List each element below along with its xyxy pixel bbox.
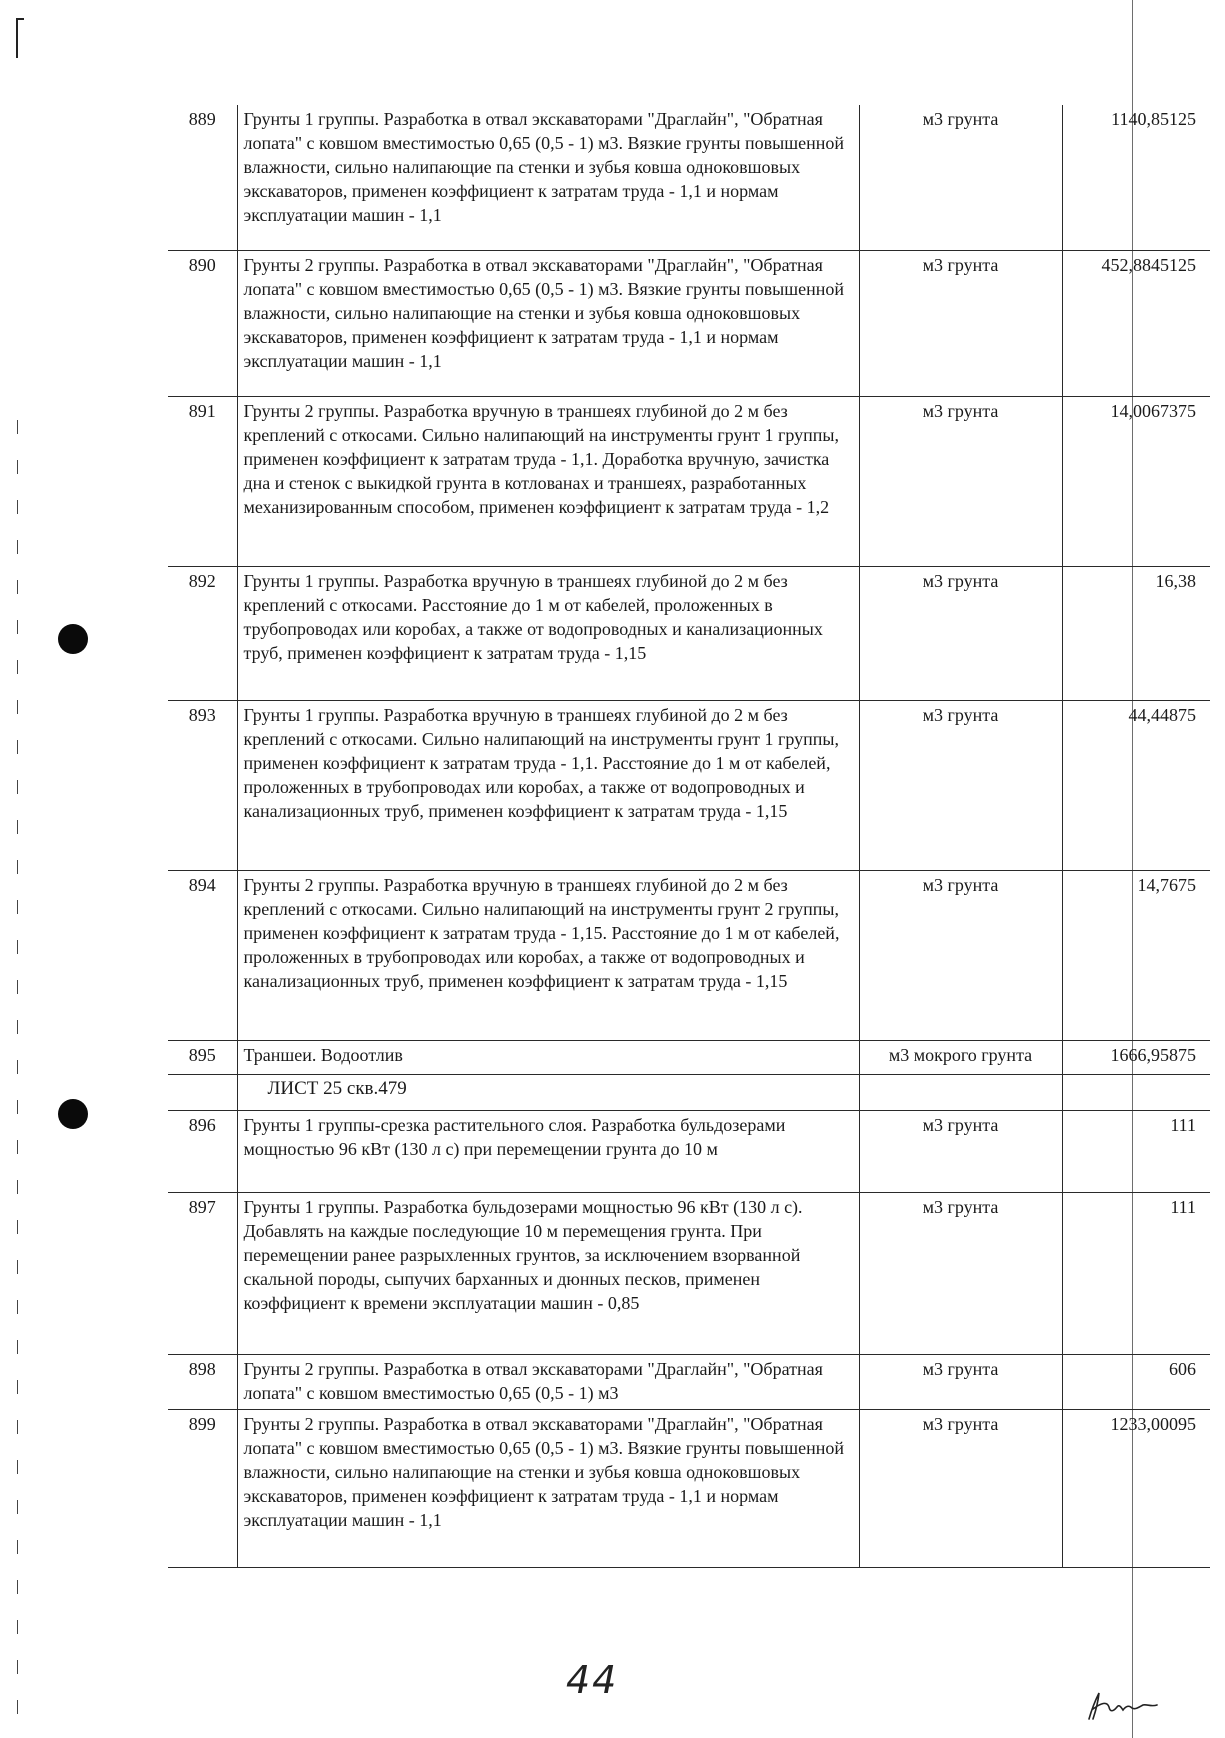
sheet-header-row (168, 1074, 1210, 1110)
table-row (168, 1110, 1210, 1192)
row-quantity: 452,8845125 (1101, 254, 1196, 275)
row-quantity: 14,0067375 (1110, 400, 1196, 421)
row-quantity: 606 (1169, 1358, 1196, 1379)
table-row (168, 566, 1210, 700)
punch-hole-icon (58, 624, 88, 654)
row-description: Грунты 1 группы. Разработка вручную в траншеях глубиной до 2 м без креплений с откосами. Расстояние до 1 м от кабелей, проложенных в трубопроводах или коробах, а также от водопроводных и канализационных труб, применен коэффициент к затратам труда - 1,15 (237, 566, 859, 700)
scan-edge-line (17, 420, 18, 1720)
row-number: 890 (168, 250, 237, 396)
row-quantity: 44,44875 (1128, 704, 1196, 725)
row-description: Грунты 2 группы. Разработка вручную в траншеях глубиной до 2 м без креплений с откосами. Сильно налипающий на инструменты грунт 1 группы, применен коэффициент к затратам труда - 1,1. Доработка вручную, зачистка дна и стенок с выкидкой грунта в котлованах и траншеях, разработанных механизированным способом, применен коэффициент к затратам труда - 1,2 (237, 396, 859, 566)
scan-edge-mark (16, 18, 24, 20)
row-quantity: 14,7675 (1137, 874, 1196, 895)
table-row (168, 1409, 1210, 1567)
table-row (168, 105, 1210, 250)
table-row (168, 1192, 1210, 1354)
table-row (168, 1040, 1210, 1074)
scan-edge-mark (16, 18, 18, 58)
row-quantity: 1233,00095 (1110, 1413, 1196, 1434)
row-number: 893 (168, 700, 237, 870)
row-description: Траншеи. Водоотлив (237, 1040, 859, 1074)
row-number: 897 (168, 1192, 237, 1354)
row-number: 891 (168, 396, 237, 566)
row-description: Грунты 2 группы. Разработка в отвал экскаваторами "Драглайн", "Обратная лопата" с ковшом вместимостью 0,65 (0,5 - 1) м3. Вязкие грунты повышенной влажности, сильно налипающие на стенки и зубья ковша одноковшовых экскаваторов, применен коэффициент к затратам труда - 1,1 и нормам эксплуатации машин - 1,1 (237, 250, 859, 396)
table-row (168, 1354, 1210, 1409)
row-number: 892 (168, 566, 237, 700)
row-number: 898 (168, 1354, 237, 1409)
row-number: 896 (168, 1110, 237, 1192)
row-unit: м3 грунта (859, 250, 1062, 396)
row-number: 895 (168, 1040, 237, 1074)
row-quantity: 1666,95875 (1110, 1044, 1196, 1065)
row-unit: м3 мокрого грунта (859, 1040, 1062, 1074)
row-description: Грунты 1 группы-срезка растительного слоя. Разработка бульдозерами мощностью 96 кВт (130 л с) при перемещении грунта до 10 м (237, 1110, 859, 1192)
table-row (168, 700, 1210, 870)
row-number: 889 (168, 105, 237, 250)
row-quantity: 16,38 (1155, 570, 1196, 591)
row-description: Грунты 2 группы. Разработка вручную в траншеях глубиной до 2 м без креплений с откосами. Сильно налипающий на инструменты грунт 2 группы, применен коэффициент к затратам труда - 1,15. Расстояние до 1 м от кабелей, проложенных в трубопроводах или коробах, а также от водопроводных и канализационных труб, применен коэффициент к затратам труда - 1,15 (237, 870, 859, 1040)
table-row (168, 396, 1210, 566)
works-table (168, 105, 1210, 1568)
row-description: Грунты 1 группы. Разработка в отвал экскаваторами "Драглайн", "Обратная лопата" с ковшом вместимостью 0,65 (0,5 - 1) м3. Вязкие грунты повышенной влажности, сильно налипающие па стенки и зубья ковша одноковшовых экскаваторов, применен коэффициент к затратам труда - 1,1 и нормам эксплуатации машин - 1,1 (237, 105, 859, 250)
row-quantity: 111 (1170, 1196, 1196, 1217)
row-unit: м3 грунта (859, 105, 1062, 250)
row-unit: м3 грунта (859, 1409, 1062, 1567)
sheet-label: ЛИСТ 25 скв.479 (237, 1074, 859, 1110)
row-unit: м3 грунта (859, 1110, 1062, 1192)
page-number: 44 (566, 1658, 619, 1702)
row-description: Грунты 1 группы. Разработка бульдозерами мощностью 96 кВт (130 л с). Добавлять на каждые последующие 10 м перемещения грунта. При перемещении ранее разрыхленных грунтов, за исключением взорванной скальной породы, сыпучих барханных и дюнных песков, применен коэффициент к времени эксплуатации машин - 0,85 (237, 1192, 859, 1354)
row-unit: м3 грунта (859, 396, 1062, 566)
row-description: Грунты 2 группы. Разработка в отвал экскаваторами "Драглайн", "Обратная лопата" с ковшом вместимостью 0,65 (0,5 - 1) м3. Вязкие грунты повышенной влажности, сильно налипающие на стенки и зубья ковша одноковшовых экскаваторов, применен коэффициент к затратам труда - 1,1 и нормам эксплуатации машин - 1,1 (237, 1409, 859, 1567)
row-quantity: 1140,85125 (1111, 109, 1196, 129)
table-row (168, 250, 1210, 396)
row-unit: м3 грунта (859, 870, 1062, 1040)
row-description: Грунты 1 группы. Разработка вручную в траншеях глубиной до 2 м без креплений с откосами. Сильно налипающий на инструменты грунт 1 группы, применен коэффициент к затратам труда - 1,1. Расстояние до 1 м от кабелей, проложенных в трубопроводах или коробах, а также от водопроводных и канализационных труб, применен коэффициент к затратам труда - 1,15 (237, 700, 859, 870)
row-number: 899 (168, 1409, 237, 1567)
punch-hole-icon (58, 1099, 88, 1129)
row-number: 894 (168, 870, 237, 1040)
signature-icon (1083, 1685, 1163, 1725)
row-unit: м3 грунта (859, 700, 1062, 870)
table-row (168, 870, 1210, 1040)
row-description: Грунты 2 группы. Разработка в отвал экскаваторами "Драглайн", "Обратная лопата" с ковшом вместимостью 0,65 (0,5 - 1) м3 (237, 1354, 859, 1409)
row-unit: м3 грунта (859, 566, 1062, 700)
row-quantity: 111 (1170, 1114, 1196, 1135)
row-unit: м3 грунта (859, 1192, 1062, 1354)
row-unit: м3 грунта (859, 1354, 1062, 1409)
